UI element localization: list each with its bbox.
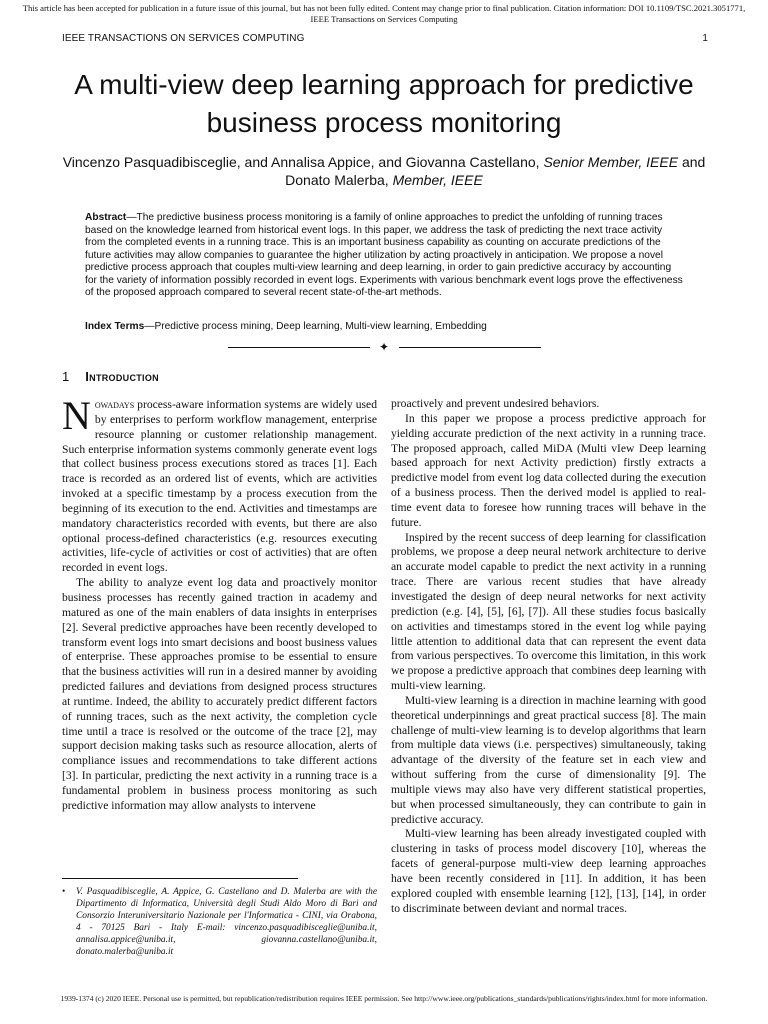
- footnote-rule: [62, 878, 298, 879]
- journal-name: IEEE TRANSACTIONS ON SERVICES COMPUTING: [62, 33, 305, 44]
- intro-paragraph-1: [62, 393, 377, 576]
- divider-star-icon: ✦: [378, 340, 390, 354]
- author-names-2: Donato Malerba,: [285, 172, 389, 188]
- right-paragraph-0: proactively and prevent undesired behaviors.: [391, 397, 600, 410]
- divider-line-left: [228, 347, 370, 348]
- section-number: 1: [62, 369, 70, 384]
- footnote-bullet: •: [62, 887, 66, 897]
- paper-title: A multi-view deep learning approach for predictive business process monitoring: [74, 69, 694, 138]
- affiliation-footnote: [62, 886, 377, 958]
- section-divider: [228, 340, 541, 354]
- divider-line-right: [399, 347, 541, 348]
- author-list: [40, 153, 728, 189]
- left-column: [62, 370, 377, 814]
- publication-notice: This article has been accepted for publication in a future issue of this journal, but has not been fully edited. Content may change prior to final publication. Citation information: DOI 10.1109/TSC.2021.3051771, IEEE Transactions on Services Computing: [22, 3, 746, 24]
- drop-cap: N: [62, 393, 91, 438]
- author-role-1: Senior Member, IEEE: [543, 154, 679, 170]
- section-heading: [62, 370, 377, 386]
- abstract-text: —The predictive business process monitoring is a family of online approaches to predict the unfolding of running traces based on the knowledge learned from historical event logs. In this paper, we address the task of predicting the next trace activity from the completed events in a running trace. This is an important business capability as counting on accurate predictions of the future activities may allow companies to guarantee the higher utilization by acting proactively in anticipation. We propose a novel predictive process approach that couples multi-view learning and deep learning, in order to gain predictive accuracy by accounting for the variety of information possibly recorded in event logs. Experiments with various benchmark event logs prove the effectiveness of the proposed approach compared to several recent state-of-the-art methods.: [85, 212, 683, 298]
- copyright-notice: 1939-1374 (c) 2020 IEEE. Personal use is permitted, but republication/redistribution requires IEEE permission. See http://www.ieee.org/publications_standards/publications/rights/index.html for more information.: [60, 994, 708, 1003]
- intro-paragraph-2: The ability to analyze event log data and proactively monitor business processes has recently gained traction in academy and matured as one of the main enablers of data insights in enterprises [2]. Several predictive approaches have been recently developed to transform event logs into smart decisions and boost business values of enterprise. These approaches promise to be essential to ensure that the business activities will run in a desired manner by avoiding predicted failures and deviations from designed process structures at runtime. Indeed, the ability to accurately predict different factors of running traces, such as the next activity, the completion cycle time until a trace is resolved or the outcome of the trace [2], may support decision making tasks such as resource allocation, alerts of compliance issues and recommendations to take different actions [3]. In particular, predicting the next activity in a running trace is a fundamental problem in business process monitoring as such predictive information may allow analysts to intervene: [62, 576, 377, 812]
- author-role-2: Member, IEEE: [392, 172, 483, 188]
- right-paragraph-1: In this paper we propose a process predictive approach for yielding accurate prediction of the next activity in a running trace. The proposed approach, called MiDA (Multi vIew Deep learning based approach for next Activity prediction) firstly extracts a predictive model from event log data collected during the execution of a business process. Then the derived model is applied to real-time event data to foresee how running traces will behave in the future.: [391, 411, 706, 529]
- lead-word: owadays: [94, 398, 135, 411]
- index-terms-label: Index Terms: [85, 321, 145, 332]
- intro-paragraph-1-text: process-aware information systems are widely used by enterprises to perform workflow management, enterprise resource planning or customer relationship management. Such enterprise information systems commonly generate event logs that collect business process executions stored as traces [1]. Each trace is recorded as an ordered list of events, which are activities invoked at a specific timestamp by a process execution from the beginning of its execution to the end. Activities and timestamps are mandatory characteristics recorded with events, but there are also optional process-defined characteristics (e.g. resources executing activities, life-cycle of activities or cost of activities) that are often recorded in event logs.: [62, 398, 377, 575]
- index-terms-text: —Predictive process mining, Deep learning, Multi-view learning, Embedding: [144, 321, 487, 332]
- index-terms: [85, 320, 683, 333]
- right-column: [391, 397, 706, 917]
- footnote-text: V. Pasquadibisceglie, A. Appice, G. Castellano and D. Malerba are with the Dipartimento di Informatica, Università degli Studi Aldo Moro di Bari and Consorzio Interuniversitario Nazionale per l'Informatica - CINI, via Orabona, 4 - 70125 Bari - Italy E-mail: vincenzo.pasquadibisceglie@uniba.it, annalisa.appice@uniba.it, giovanna.castellano@uniba.it, donato.malerba@uniba.it: [76, 887, 377, 957]
- section-title: Introduction: [85, 369, 159, 384]
- abstract: [85, 212, 683, 300]
- running-header: [62, 33, 708, 44]
- right-paragraph-2: Inspired by the recent success of deep learning for classification problems, we propose a deep neural network architecture to derive an accurate model capable to predict the next activity in a running trace. There are various recent studies that have already investigated the design of deep neural networks for next activity prediction (e.g. [4], [5], [6], [7]). All these studies focus basically on activities and timestamps stored in the event log while paying little attention to additional data that can represent the event data from various perspectives. To overcome this limitation, in this work we propose a predictive approach that combines deep learning with multi-view learning.: [391, 530, 706, 693]
- author-conjunction: and: [681, 154, 706, 170]
- abstract-label: Abstract: [85, 212, 127, 223]
- author-names-1: Vincenzo Pasquadibisceglie, and Annalisa Appice, and Giovanna Castellano,: [62, 154, 540, 170]
- right-paragraph-4: Multi-view learning has been already investigated coupled with clustering in tasks of process model discovery [10], whereas the facets of general-purpose multi-view deep learning approaches have been recently considered in [11]. In addition, it has been explored coupled with ensemble learning [12], [13], [14], in order to discriminate between deviant and normal traces.: [391, 827, 706, 915]
- right-paragraph-3: Multi-view learning is a direction in machine learning with good theoretical underpinnings and great practical success [8]. The main challenge of multi-view learning is to develop algorithms that learn from multiple data views (i.e. perspectives) simultaneously, taking advantage of the diversity of the feature set in each view and without suffering from the curse of dimensionality [9]. The multiple views may also have very different statistical properties, but when processed simultaneously, they can contribute to gain in predictive accuracy.: [391, 693, 706, 826]
- page-number: 1: [702, 33, 708, 44]
